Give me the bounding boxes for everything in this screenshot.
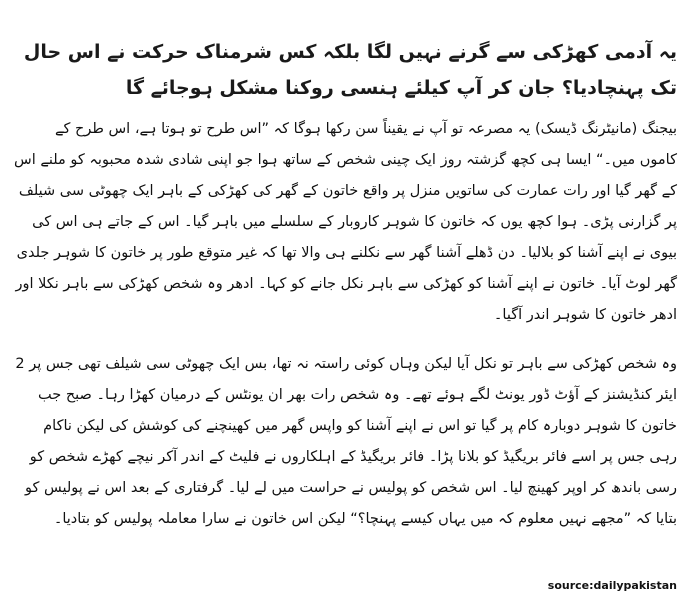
source-credit: source:dailypakistan [547,579,677,592]
article-paragraph-1: بیجنگ (مانیٹرنگ ڈیسک) یہ مصرعہ تو آپ نے یقیناً سن رکھا ہوگا کہ ”اس طرح تو ہوتا ہے، اس طرح کے کاموں میں۔“ ایسا ہی کچھ گزشتہ روز ایک چینی شخص کے ساتھ ہوا جو اپنی شادی شدہ محبوبہ کو ملنے اس کے گھر گیا اور رات عمارت کی ساتویں منزل پر واقع خاتون کے گھر کی کھڑکی کے باہر ایک چھوٹی سی شیلف پر گزارنی پڑی۔ ہوا کچھ یوں کہ خاتون کا شوہر کاروبار کے سلسلے میں باہر گیا۔ اس کے جاتے ہی اس کی بیوی نے اپنے آشنا کو بلالیا۔ دن ڈھلے آشنا گھر سے نکلنے ہی والا تھا کہ غیر متوقع طور پر خاتون کا شوہر جلدی گھر لوٹ آیا۔ خاتون نے اپنے آشنا کو کھڑکی سے باہر نکل جانے کو کہا۔ ادھر وہ شخص کھڑکی سے باہر نکلا اور ادھر خاتون کا شوہر اندر آگیا۔ [14,121,677,323]
article-body [14,114,677,535]
article-paragraph-2: وہ شخص کھڑکی سے باہر تو نکل آیا لیکن وہاں کوئی راستہ نہ تھا، بس ایک چھوٹی سی شیلف تھی جس پر 2 ایئر کنڈیشنز کے آؤٹ ڈور یونٹ لگے ہوئے تھے۔ وہ شخص رات بھر ان یونٹس کے درمیان کھڑا رہا۔ صبح جب خاتون کا شوہر دوبارہ کام پر گیا تو اس نے اپنے آشنا کو واپس گھر میں کھینچنے کی کوشش کی لیکن ناکام رہی جس پر اسے فائر بریگیڈ کو بلانا پڑا۔ فائر بریگیڈ کے اہلکاروں نے فلیٹ کے اندر آکر نیچے کھڑے شخص کو رسی باندھ کر اوپر کھینچ لیا۔ اس شخص کو پولیس نے حراست میں لے لیا۔ گرفتاری کے بعد اس نے پولیس کو بتایا کہ ”مجھے نہیں معلوم کہ میں یہاں کیسے پہنچا؟“ لیکن اس خاتون نے سارا معاملہ پولیس کو بتادیا۔ [15,356,677,527]
article-title: یہ آدمی کھڑکی سے گرنے نہیں لگا بلکہ کس شرمناک حرکت نے اس حال تک پہنچادیا؟ جان کر آپ کیلئے ہنسی روکنا مشکل ہوجائے گا [23,41,677,99]
